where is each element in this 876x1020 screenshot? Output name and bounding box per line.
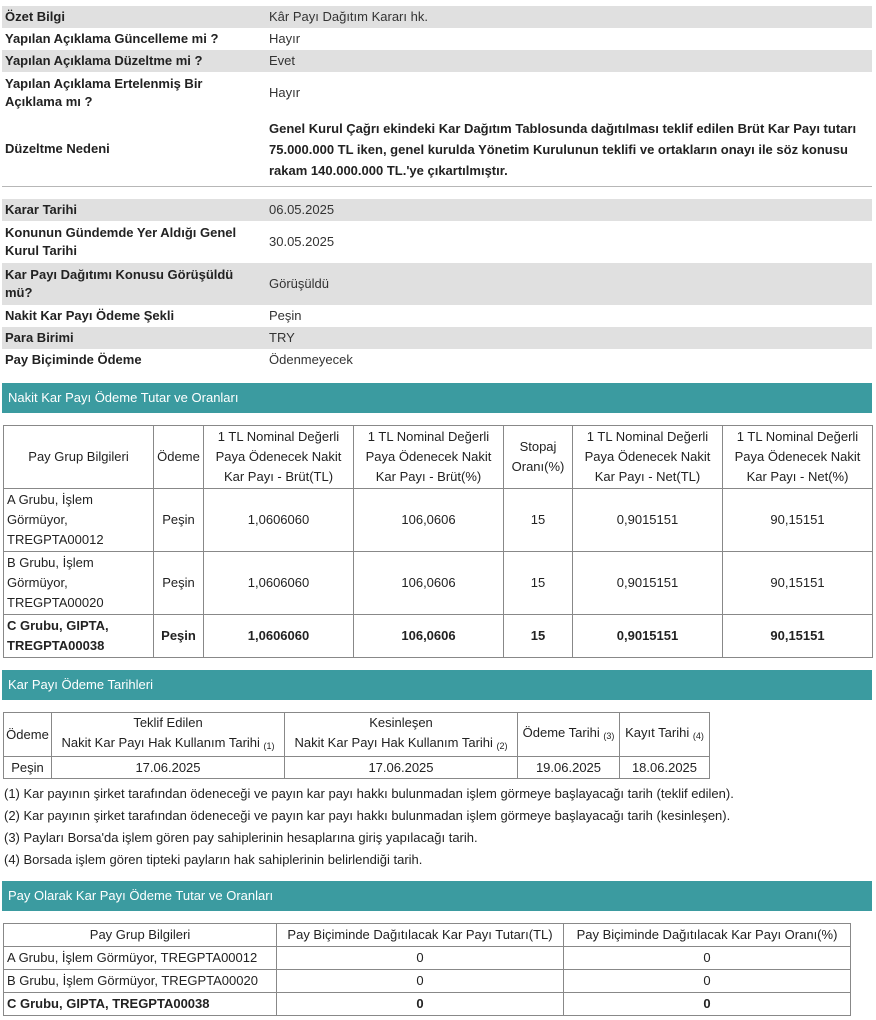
decision-value: 06.05.2025 [264,199,872,221]
column-header: Pay Grup Bilgileri [4,924,277,947]
record-date-cell: 18.06.2025 [620,757,710,779]
decision-value: Peşin [269,308,302,323]
amount-cell: 0 [277,993,564,1016]
column-header: Pay Biçiminde Dağıtılacak Kar Payı Tutarı(TL) [277,924,564,947]
payment-cell: Peşin [154,615,204,658]
table-row [4,947,851,970]
proposed-date-cell: 17.06.2025 [52,757,285,779]
footnote-ref: (4) [692,731,704,741]
table-row [4,615,873,658]
header-line: Nakit Kar Payı Hak Kullanım Tarihi [61,735,260,750]
cash-dividend-section-header: Nakit Kar Payı Ödeme Tutar ve Oranları [2,383,872,413]
column-header: Ödeme [154,426,204,489]
decision-value: Görüşüldü [264,263,872,305]
correction-reason: Genel Kurul Çağrı ekindeki Kar Dağıtım Tablosunda dağıtılması teklif edilen Brüt Kar Payı tutarı 75.000.000 TL iken, genel kurulda Yönetim Kurulunun teklifi ve ortakların onayı ile söz konusu rakam 140.000.000 TL.'ye çıkartılmıştır. [269,120,857,178]
column-header [52,713,285,757]
net-tl-cell: 0,9015151 [573,552,723,615]
summary-key: Yapılan Açıklama Güncelleme mi ? [5,31,219,46]
divider [2,186,872,187]
decision-value: Ödenmeyecek [269,352,353,367]
payment-cell: Peşin [154,489,204,552]
column-header: Ödeme [4,713,52,757]
share-dividend-table [3,923,851,1016]
ratio-cell: 0 [564,993,851,1016]
summary-table [2,6,872,184]
decision-key: Konunun Gündemde Yer Aldığı Genel Kurul Tarihi [5,225,237,258]
payment-cell: Peşin [154,552,204,615]
decision-key: Pay Biçiminde Ödeme [5,352,142,367]
column-header [518,713,620,757]
payment-cell: Peşin [4,757,52,779]
decision-row [2,349,872,371]
group-cell: A Grubu, İşlem Görmüyor, TREGPTA00012 [4,947,277,970]
summary-row [2,50,872,72]
net-pct-cell: 90,15151 [723,489,873,552]
header-line: Kayıt Tarihi [625,725,690,740]
table-row [4,489,873,552]
column-header: 1 TL Nominal Değerli Paya Ödenecek Nakit Kar Payı - Net(%) [723,426,873,489]
column-header: 1 TL Nominal Değerli Paya Ödenecek Nakit Kar Payı - Net(TL) [573,426,723,489]
withholding-cell: 15 [504,615,573,658]
share-dividend-section-header: Pay Olarak Kar Payı Ödeme Tutar ve Oranları [2,881,872,911]
decision-value: TRY [264,327,872,349]
gross-pct-cell: 106,0606 [354,489,504,552]
gross-pct-cell: 106,0606 [354,615,504,658]
column-header [620,713,710,757]
group-cell: A Grubu, İşlem Görmüyor, TREGPTA00012 [4,489,154,552]
footnote: (1) Kar payının şirket tarafından ödeneceği ve payın kar payı hakkı bulunmadan işlem görmeye başlayacağı tarih (teklif edilen). [4,786,734,801]
group-cell: B Grubu, İşlem Görmüyor, TREGPTA00020 [4,552,154,615]
net-tl-cell: 0,9015151 [573,615,723,658]
summary-row [2,114,872,184]
decision-row [2,263,872,305]
table-header-row [4,426,873,489]
decision-row [2,221,872,263]
ratio-cell: 0 [564,970,851,993]
header-line: Teklif Edilen [133,715,203,730]
summary-row [2,28,872,50]
decision-row [2,327,872,349]
group-cell: C Grubu, GIPTA, TREGPTA00038 [4,993,277,1016]
payment-dates-section-header: Kar Payı Ödeme Tarihleri [2,670,872,700]
table-row [4,552,873,615]
summary-key: Yapılan Açıklama Düzeltme mi ? [2,50,264,72]
table-row [4,993,851,1016]
footnote: (3) Payları Borsa'da işlem gören pay sahiplerinin hesaplarına giriş yapılacağı tarih. [4,830,478,845]
column-header [285,713,518,757]
header-line: Nakit Kar Payı Hak Kullanım Tarihi [294,735,493,750]
summary-value: Kâr Payı Dağıtım Kararı hk. [264,6,872,28]
table-header-row [4,713,710,757]
summary-value: Hayır [269,31,301,46]
footnote-ref: (3) [603,731,615,741]
final-date-cell: 17.06.2025 [285,757,518,779]
withholding-cell: 15 [504,489,573,552]
footnote: (2) Kar payının şirket tarafından ödeneceği ve payın kar payı hakkı bulunmadan işlem görmeye başlayacağı tarih (kesinleşen). [4,808,731,823]
summary-value: Evet [264,50,872,72]
header-line: Ödeme Tarihi [522,725,600,740]
footnote: (4) Borsada işlem gören tipteki payların hak sahiplerinin belirlendiği tarih. [4,852,423,867]
gross-tl-cell: 1,0606060 [204,552,354,615]
summary-row [2,72,872,114]
decision-row [2,199,872,221]
gross-pct-cell: 106,0606 [354,552,504,615]
table-header-row [4,924,851,947]
summary-row [2,6,872,28]
summary-key: Düzeltme Nedeni [5,141,110,156]
decision-row [2,305,872,327]
gross-tl-cell: 1,0606060 [204,489,354,552]
column-header: 1 TL Nominal Değerli Paya Ödenecek Nakit Kar Payı - Brüt(TL) [204,426,354,489]
footnote-ref: (1) [263,741,275,751]
column-header: Stopaj Oranı(%) [504,426,573,489]
footnote-ref: (2) [496,741,508,751]
table-row [4,970,851,993]
summary-value: Hayır [269,85,301,100]
cash-dividend-table [3,425,873,658]
gross-tl-cell: 1,0606060 [204,615,354,658]
payment-dates-table [3,712,710,779]
net-pct-cell: 90,15151 [723,615,873,658]
decision-key: Nakit Kar Payı Ödeme Şekli [5,308,175,323]
decision-value: 30.05.2025 [269,234,335,249]
amount-cell: 0 [277,947,564,970]
column-header: Pay Biçiminde Dağıtılacak Kar Payı Oranı(%) [564,924,851,947]
decision-table [2,199,872,371]
net-tl-cell: 0,9015151 [573,489,723,552]
decision-key: Kar Payı Dağıtımı Konusu Görüşüldü mü? [2,263,264,305]
summary-key: Özet Bilgi [2,6,264,28]
group-cell: B Grubu, İşlem Görmüyor, TREGPTA00020 [4,970,277,993]
withholding-cell: 15 [504,552,573,615]
decision-key: Karar Tarihi [2,199,264,221]
header-line: Kesinleşen [369,715,433,730]
net-pct-cell: 90,15151 [723,552,873,615]
pay-date-cell: 19.06.2025 [518,757,620,779]
group-cell: C Grubu, GIPTA, TREGPTA00038 [4,615,154,658]
decision-key: Para Birimi [2,327,264,349]
ratio-cell: 0 [564,947,851,970]
table-row [4,757,710,779]
summary-key: Yapılan Açıklama Ertelenmiş Bir Açıklama mı ? [5,76,203,109]
amount-cell: 0 [277,970,564,993]
column-header: 1 TL Nominal Değerli Paya Ödenecek Nakit Kar Payı - Brüt(%) [354,426,504,489]
footnotes [4,783,870,871]
column-header: Pay Grup Bilgileri [4,426,154,489]
